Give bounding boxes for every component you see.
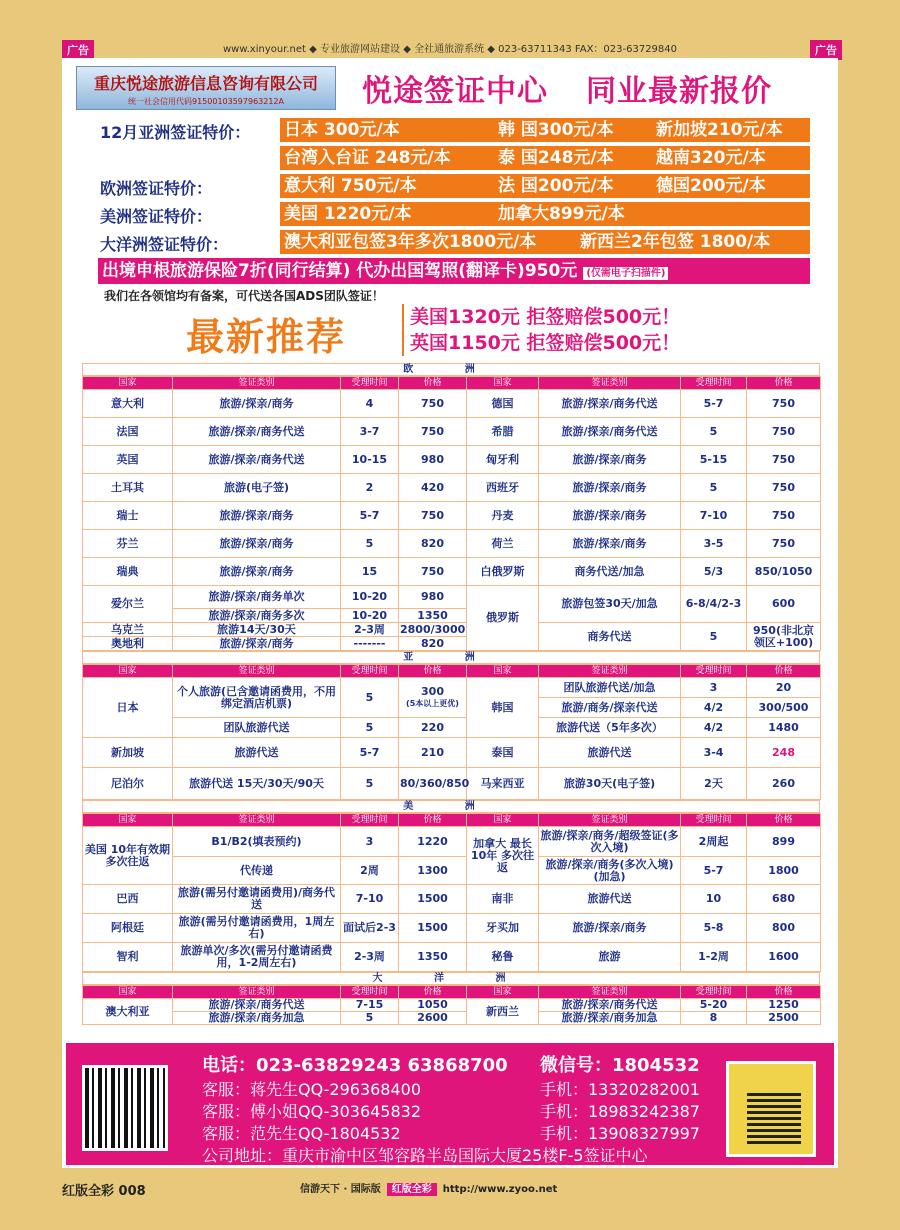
recommend-line-uk: 英国1150元 拒签赔偿500元！ bbox=[410, 332, 681, 354]
price-cell: 1250 bbox=[747, 999, 821, 1012]
offer-item: 台湾入台证 248元/本 bbox=[284, 148, 451, 168]
column-header: 签证类别 bbox=[173, 665, 341, 678]
country-cell: 俄罗斯 bbox=[467, 586, 539, 651]
ads-note: 我们在各领馆均有备案，可代送各国ADS团队签证！ bbox=[104, 289, 384, 303]
price-cell: 750 bbox=[747, 390, 821, 418]
contact-panel bbox=[66, 1043, 834, 1165]
column-header: 国家 bbox=[83, 665, 173, 678]
country-cell: 白俄罗斯 bbox=[467, 558, 539, 586]
column-header: 国家 bbox=[467, 377, 539, 390]
price-cell: 80/360/850 bbox=[399, 768, 467, 800]
ad-label-right: 广告 bbox=[810, 40, 842, 60]
offer-label: 欧洲签证特价： bbox=[100, 179, 213, 198]
price-cell: 1350 bbox=[399, 943, 467, 972]
recommend-line-us: 美国1320元 拒签赔偿500元！ bbox=[410, 306, 681, 328]
price-cell: 750 bbox=[399, 390, 467, 418]
column-header: 价格 bbox=[399, 814, 467, 827]
column-header: 受理时间 bbox=[681, 665, 747, 678]
visa-type-cell: 旅游/探亲/商务 bbox=[539, 474, 681, 502]
price-cell: 820 bbox=[399, 530, 467, 558]
time-cell: 5-7 bbox=[341, 502, 399, 530]
america-table bbox=[82, 813, 821, 972]
column-header: 受理时间 bbox=[681, 986, 747, 999]
offer-item: 韩 国300元/本 bbox=[498, 120, 614, 140]
headline-left: 悦途签证中心 bbox=[362, 74, 548, 109]
visa-type-cell: 商务代送/加急 bbox=[539, 558, 681, 586]
price-cell: 1500 bbox=[399, 914, 467, 943]
price-cell: 750 bbox=[747, 418, 821, 446]
column-header: 受理时间 bbox=[341, 986, 399, 999]
price-cell: 820 bbox=[399, 637, 467, 651]
time-cell: 7-15 bbox=[341, 999, 399, 1012]
country-cell: 西班牙 bbox=[467, 474, 539, 502]
price-cell: 1800 bbox=[747, 857, 821, 885]
footer-page-label: 红版全彩 008 bbox=[62, 1184, 146, 1199]
price-cell: 20 bbox=[747, 678, 821, 698]
time-cell: ------- bbox=[341, 637, 399, 651]
address-text: 公司地址：重庆市渝中区邹容路半岛国际大厦25楼F-5签证中心 bbox=[202, 1146, 648, 1165]
mobile-3: 手机：13908327997 bbox=[540, 1124, 700, 1143]
time-cell: 8 bbox=[681, 1012, 747, 1025]
visa-type-cell: 团队旅游代送 bbox=[173, 718, 341, 738]
country-cell: 新西兰 bbox=[467, 999, 539, 1025]
table-row bbox=[83, 738, 821, 768]
visa-type-cell: 旅游代送 bbox=[539, 738, 681, 768]
country-cell: 加拿大 最长10年 多次往返 bbox=[467, 827, 539, 885]
price-cell: 1350 bbox=[399, 609, 467, 623]
column-header: 价格 bbox=[747, 377, 821, 390]
time-cell: 4/2 bbox=[681, 698, 747, 718]
price-cell: 850/1050 bbox=[747, 558, 821, 586]
time-cell: 10-20 bbox=[341, 609, 399, 623]
table-row bbox=[83, 474, 821, 502]
country-cell: 瑞典 bbox=[83, 558, 173, 586]
price-cell: 980 bbox=[399, 586, 467, 609]
qr-code-icon bbox=[82, 1065, 168, 1151]
header-row bbox=[83, 814, 821, 827]
oceania-table bbox=[82, 985, 821, 1025]
price-cell: 750 bbox=[399, 418, 467, 446]
visa-type-cell: 旅游/商务/探亲代送 bbox=[539, 698, 681, 718]
visa-type-cell: 旅游/探亲/商务代送 bbox=[173, 999, 341, 1012]
country-cell: 泰国 bbox=[467, 738, 539, 768]
insurance-text: 出境申根旅游保险7折(同行结算) 代办出国驾照(翻译卡)950元 bbox=[102, 261, 578, 281]
time-cell: 5 bbox=[341, 530, 399, 558]
price-cell: 750 bbox=[747, 502, 821, 530]
country-cell: 荷兰 bbox=[467, 530, 539, 558]
header-row bbox=[83, 665, 821, 678]
europe-table bbox=[82, 376, 821, 651]
price-cell: 680 bbox=[747, 885, 821, 914]
section-asia: 亚 洲 bbox=[82, 651, 820, 664]
visa-type-cell: 旅游/探亲/商务 bbox=[539, 530, 681, 558]
table-row bbox=[83, 502, 821, 530]
offer-item: 德国200元/本 bbox=[656, 176, 766, 196]
header-row bbox=[83, 986, 821, 999]
country-cell: 秘鲁 bbox=[467, 943, 539, 972]
section-oceania: 大 洋 洲 bbox=[82, 972, 820, 985]
offer-label: 12月亚洲签证特价： bbox=[100, 123, 251, 142]
column-header: 受理时间 bbox=[341, 665, 399, 678]
country-cell: 法国 bbox=[83, 418, 173, 446]
column-header: 受理时间 bbox=[341, 377, 399, 390]
time-cell: 5-7 bbox=[681, 857, 747, 885]
country-cell: 日本 bbox=[83, 678, 173, 738]
country-cell: 希腊 bbox=[467, 418, 539, 446]
visa-type-cell: 旅游/探亲/商务 bbox=[173, 558, 341, 586]
visa-type-cell: 旅游/探亲/商务代送 bbox=[539, 390, 681, 418]
time-cell: 5 bbox=[341, 718, 399, 738]
visa-type-cell: 旅游/探亲/商务代送 bbox=[539, 418, 681, 446]
column-header: 签证类别 bbox=[173, 377, 341, 390]
country-cell: 意大利 bbox=[83, 390, 173, 418]
column-header: 签证类别 bbox=[539, 814, 681, 827]
time-cell: 5/3 bbox=[681, 558, 747, 586]
country-cell: 马来西亚 bbox=[467, 768, 539, 800]
phone-text: 电话：023-63829243 63868700 bbox=[202, 1055, 508, 1076]
wechat-qr-icon bbox=[726, 1061, 816, 1157]
price-cell: 2500 bbox=[747, 1012, 821, 1025]
time-cell: 5-15 bbox=[681, 446, 747, 474]
column-header: 受理时间 bbox=[681, 814, 747, 827]
column-header: 国家 bbox=[83, 986, 173, 999]
country-cell: 美国 10年有效期 多次往返 bbox=[83, 827, 173, 885]
column-header: 签证类别 bbox=[173, 814, 341, 827]
column-header: 国家 bbox=[467, 986, 539, 999]
column-header: 价格 bbox=[747, 814, 821, 827]
visa-type-cell: 旅游 bbox=[539, 943, 681, 972]
price-cell: 220 bbox=[399, 718, 467, 738]
price-value: 300 bbox=[421, 684, 444, 698]
table-row bbox=[83, 558, 821, 586]
country-cell: 新加坡 bbox=[83, 738, 173, 768]
column-header: 受理时间 bbox=[681, 377, 747, 390]
visa-type-cell: 旅游单次/多次(需另付邀请函费用，1-2周左右) bbox=[173, 943, 341, 972]
column-header: 价格 bbox=[399, 986, 467, 999]
time-cell: 5 bbox=[681, 623, 747, 651]
country-cell: 澳大利亚 bbox=[83, 999, 173, 1025]
country-cell: 智利 bbox=[83, 943, 173, 972]
visa-type-cell: 旅游(电子签) bbox=[173, 474, 341, 502]
visa-type-cell: 旅游代送（5年多次） bbox=[539, 718, 681, 738]
time-cell: 4 bbox=[341, 390, 399, 418]
visa-type-cell: 旅游包签30天/加急 bbox=[539, 586, 681, 623]
visa-type-cell: 商务代送 bbox=[539, 623, 681, 651]
time-cell: 2天 bbox=[681, 768, 747, 800]
offer-bar bbox=[280, 146, 810, 170]
offer-item: 澳大利亚包签3年多次1800元/本 bbox=[284, 232, 537, 252]
column-header: 价格 bbox=[399, 665, 467, 678]
section-europe: 欧 洲 bbox=[82, 363, 820, 376]
footer-slogan: 信游天下 · 国际版 bbox=[300, 1184, 381, 1195]
column-header: 签证类别 bbox=[539, 665, 681, 678]
time-cell: 3-5 bbox=[681, 530, 747, 558]
price-cell: 210 bbox=[399, 738, 467, 768]
offer-bar bbox=[280, 202, 810, 226]
flyer-page bbox=[62, 58, 838, 1168]
time-cell: 15 bbox=[341, 558, 399, 586]
price-cell: 300/500 bbox=[747, 698, 821, 718]
wechat-text: 微信号：1804532 bbox=[540, 1055, 700, 1076]
time-cell: 3 bbox=[681, 678, 747, 698]
ad-label-left: 广告 bbox=[62, 40, 94, 60]
price-note: (5本以上更优) bbox=[406, 698, 459, 708]
visa-type-cell: 旅游代送 bbox=[539, 885, 681, 914]
time-cell: 3 bbox=[341, 827, 399, 857]
visa-type-cell: 旅游/探亲/商务 bbox=[173, 390, 341, 418]
offer-bar bbox=[280, 174, 810, 198]
visa-type-cell: 旅游14天/30天 bbox=[173, 623, 341, 637]
time-cell: 5-20 bbox=[681, 999, 747, 1012]
time-cell: 6-8/4/2-3 bbox=[681, 586, 747, 623]
offer-item: 美国 1220元/本 bbox=[284, 204, 412, 224]
country-cell: 牙买加 bbox=[467, 914, 539, 943]
time-cell: 10-15 bbox=[341, 446, 399, 474]
country-cell: 爱尔兰 bbox=[83, 586, 173, 623]
price-cell: 1500 bbox=[399, 885, 467, 914]
time-cell: 7-10 bbox=[681, 502, 747, 530]
visa-type-cell: 旅游/探亲/商务代送 bbox=[539, 999, 681, 1012]
time-cell: 5 bbox=[341, 768, 399, 800]
time-cell: 5 bbox=[681, 418, 747, 446]
visa-type-cell: 旅游30天(电子签) bbox=[539, 768, 681, 800]
column-header: 价格 bbox=[747, 665, 821, 678]
offer-label: 大洋洲签证特价： bbox=[100, 235, 229, 254]
visa-type-cell: 旅游/探亲/商务 bbox=[539, 914, 681, 943]
time-cell: 2-3周 bbox=[341, 943, 399, 972]
service-3: 客服：范先生QQ-1804532 bbox=[202, 1124, 401, 1143]
time-cell: 2 bbox=[341, 474, 399, 502]
table-row bbox=[83, 418, 821, 446]
price-cell: 2600 bbox=[399, 1012, 467, 1025]
country-cell: 尼泊尔 bbox=[83, 768, 173, 800]
visa-type-cell: 旅游(需另付邀请函费用，1周左右) bbox=[173, 914, 341, 943]
country-cell: 巴西 bbox=[83, 885, 173, 914]
country-cell: 丹麦 bbox=[467, 502, 539, 530]
time-cell: 3-7 bbox=[341, 418, 399, 446]
column-header: 价格 bbox=[399, 377, 467, 390]
visa-type-cell: 旅游/探亲/商务 bbox=[173, 502, 341, 530]
time-cell: 10 bbox=[681, 885, 747, 914]
service-1: 客服：蒋先生QQ-296368400 bbox=[202, 1080, 422, 1099]
price-cell: 260 bbox=[747, 768, 821, 800]
price-cell: 248 bbox=[747, 738, 821, 768]
section-america: 美 洲 bbox=[82, 800, 820, 813]
price-cell: 750 bbox=[747, 446, 821, 474]
time-cell: 4/2 bbox=[681, 718, 747, 738]
credit-code: 统一社会信用代码91500103597963212A bbox=[128, 97, 284, 106]
time-cell: 7-10 bbox=[341, 885, 399, 914]
country-cell: 奥地利 bbox=[83, 637, 173, 651]
price-cell: 1480 bbox=[747, 718, 821, 738]
offer-item: 泰 国248元/本 bbox=[498, 148, 614, 168]
offer-bar bbox=[280, 118, 810, 142]
country-cell: 匈牙利 bbox=[467, 446, 539, 474]
headline-right: 同业最新报价 bbox=[586, 74, 772, 109]
visa-type-cell: 旅游/探亲/商务 bbox=[539, 446, 681, 474]
visa-type-cell: 旅游(需另付邀请函费用)/商务代送 bbox=[173, 885, 341, 914]
table-row bbox=[83, 390, 821, 418]
footer-badge: 红版全彩 bbox=[387, 1183, 437, 1196]
table-row bbox=[83, 885, 821, 914]
time-cell: 5 bbox=[341, 1012, 399, 1025]
price-cell: 750 bbox=[399, 558, 467, 586]
price-cell: 1600 bbox=[747, 943, 821, 972]
recommend-lines bbox=[402, 304, 680, 356]
table-row bbox=[83, 768, 821, 800]
visa-type-cell: 旅游/探亲/商务代送 bbox=[173, 446, 341, 474]
time-cell: 5 bbox=[341, 678, 399, 718]
price-cell: 600 bbox=[747, 586, 821, 623]
column-header: 国家 bbox=[83, 814, 173, 827]
column-header: 签证类别 bbox=[539, 986, 681, 999]
visa-type-cell: 个人旅游(已含邀请函费用，不用绑定酒店机票) bbox=[173, 678, 341, 718]
visa-type-cell: 旅游/探亲/商务单次 bbox=[173, 586, 341, 609]
price-cell: 420 bbox=[399, 474, 467, 502]
visa-type-cell: 旅游/探亲/商务加急 bbox=[173, 1012, 341, 1025]
country-cell: 瑞士 bbox=[83, 502, 173, 530]
price-cell: 750 bbox=[747, 530, 821, 558]
time-cell: 2-3周 bbox=[341, 623, 399, 637]
price-cell: 1300 bbox=[399, 857, 467, 885]
headline bbox=[362, 66, 810, 110]
country-cell: 土耳其 bbox=[83, 474, 173, 502]
insurance-note: (仅需电子扫描件) bbox=[583, 267, 668, 280]
recommend-title: 最新推荐 bbox=[186, 315, 347, 359]
visa-type-cell: 团队旅游代送/加急 bbox=[539, 678, 681, 698]
time-cell: 2周 bbox=[341, 857, 399, 885]
time-cell: 3-4 bbox=[681, 738, 747, 768]
service-2: 客服：傅小姐QQ-303645832 bbox=[202, 1102, 422, 1121]
top-info-bar: www.xinyour.net ◆ 专业旅游网站建设 ◆ 全社通旅游系统 ◆ 023-63711343 FAX：023-63729840 bbox=[222, 44, 678, 55]
visa-type-cell: 旅游/探亲/商务多次 bbox=[173, 609, 341, 623]
visa-type-cell: 旅游/探亲/商务加急 bbox=[539, 1012, 681, 1025]
offer-item: 越南320元/本 bbox=[656, 148, 766, 168]
company-logo bbox=[76, 66, 336, 110]
price-cell: 980 bbox=[399, 446, 467, 474]
company-name: 重庆悦途旅游信息咨询有限公司 bbox=[93, 74, 318, 93]
price-cell bbox=[399, 678, 467, 718]
table-row bbox=[83, 446, 821, 474]
column-header: 价格 bbox=[747, 986, 821, 999]
offer-bar bbox=[280, 230, 810, 254]
asia-table bbox=[82, 664, 821, 800]
header-row bbox=[83, 377, 821, 390]
country-cell: 芬兰 bbox=[83, 530, 173, 558]
offer-item: 加拿大899元/本 bbox=[498, 204, 625, 224]
time-cell: 5-8 bbox=[681, 914, 747, 943]
price-cell: 750 bbox=[399, 502, 467, 530]
mobile-1: 手机：13320282001 bbox=[540, 1080, 700, 1099]
visa-type-cell: 旅游/探亲/商务 bbox=[173, 530, 341, 558]
price-cell: 950(非北京领区+100) bbox=[747, 623, 821, 651]
table-row bbox=[83, 530, 821, 558]
price-cell: 750 bbox=[747, 474, 821, 502]
time-cell: 2周起 bbox=[681, 827, 747, 857]
column-header: 国家 bbox=[467, 814, 539, 827]
price-cell: 2800/3000 bbox=[400, 622, 466, 636]
footer-center bbox=[300, 1180, 557, 1195]
country-cell: 英国 bbox=[83, 446, 173, 474]
offer-item: 意大利 750元/本 bbox=[284, 176, 417, 196]
offer-item: 新西兰2年包签 1800/本 bbox=[580, 232, 771, 252]
visa-type-cell: 旅游/探亲/商务/超级签证(多次入境) bbox=[539, 827, 681, 857]
visa-type-cell: 旅游/探亲/商务(多次入境)(加急) bbox=[539, 857, 681, 885]
mobile-2: 手机：18983242387 bbox=[540, 1102, 700, 1121]
visa-type-cell: 旅游/探亲/商务代送 bbox=[173, 418, 341, 446]
time-cell: 5-7 bbox=[681, 390, 747, 418]
footer-url[interactable]: http://www.zyoo.net bbox=[442, 1184, 558, 1195]
country-cell: 德国 bbox=[467, 390, 539, 418]
time-cell: 10-20 bbox=[341, 586, 399, 609]
column-header: 国家 bbox=[83, 377, 173, 390]
table-row bbox=[83, 943, 821, 972]
column-header: 受理时间 bbox=[341, 814, 399, 827]
visa-type-cell: B1/B2(填表预约) bbox=[173, 827, 341, 857]
table-row bbox=[83, 914, 821, 943]
price-cell: 899 bbox=[747, 827, 821, 857]
offer-label: 美洲签证特价： bbox=[100, 207, 213, 226]
visa-type-cell: 旅游/探亲/商务 bbox=[539, 502, 681, 530]
offer-item: 法 国200元/本 bbox=[498, 176, 614, 196]
offer-item: 日本 300元/本 bbox=[284, 120, 400, 140]
visa-type-cell: 旅游代送 15天/30天/90天 bbox=[173, 768, 341, 800]
country-cell: 乌克兰 bbox=[83, 623, 173, 637]
country-cell: 阿根廷 bbox=[83, 914, 173, 943]
time-cell: 5-7 bbox=[341, 738, 399, 768]
column-header: 国家 bbox=[467, 665, 539, 678]
insurance-bar bbox=[98, 258, 810, 284]
visa-type-cell: 旅游/探亲/商务 bbox=[173, 637, 341, 651]
country-cell: 南非 bbox=[467, 885, 539, 914]
offer-item: 新加坡210元/本 bbox=[656, 120, 783, 140]
visa-type-cell: 代传递 bbox=[173, 857, 341, 885]
price-cell: 800 bbox=[747, 914, 821, 943]
visa-type-cell: 旅游代送 bbox=[173, 738, 341, 768]
column-header: 签证类别 bbox=[173, 986, 341, 999]
price-cell: 1050 bbox=[399, 999, 467, 1012]
time-cell: 5 bbox=[681, 474, 747, 502]
price-tables bbox=[82, 363, 820, 1025]
country-cell: 韩国 bbox=[467, 678, 539, 738]
column-header: 签证类别 bbox=[539, 377, 681, 390]
time-cell: 1-2周 bbox=[681, 943, 747, 972]
time-cell: 面试后2-3 bbox=[341, 914, 399, 943]
price-cell: 1220 bbox=[399, 827, 467, 857]
